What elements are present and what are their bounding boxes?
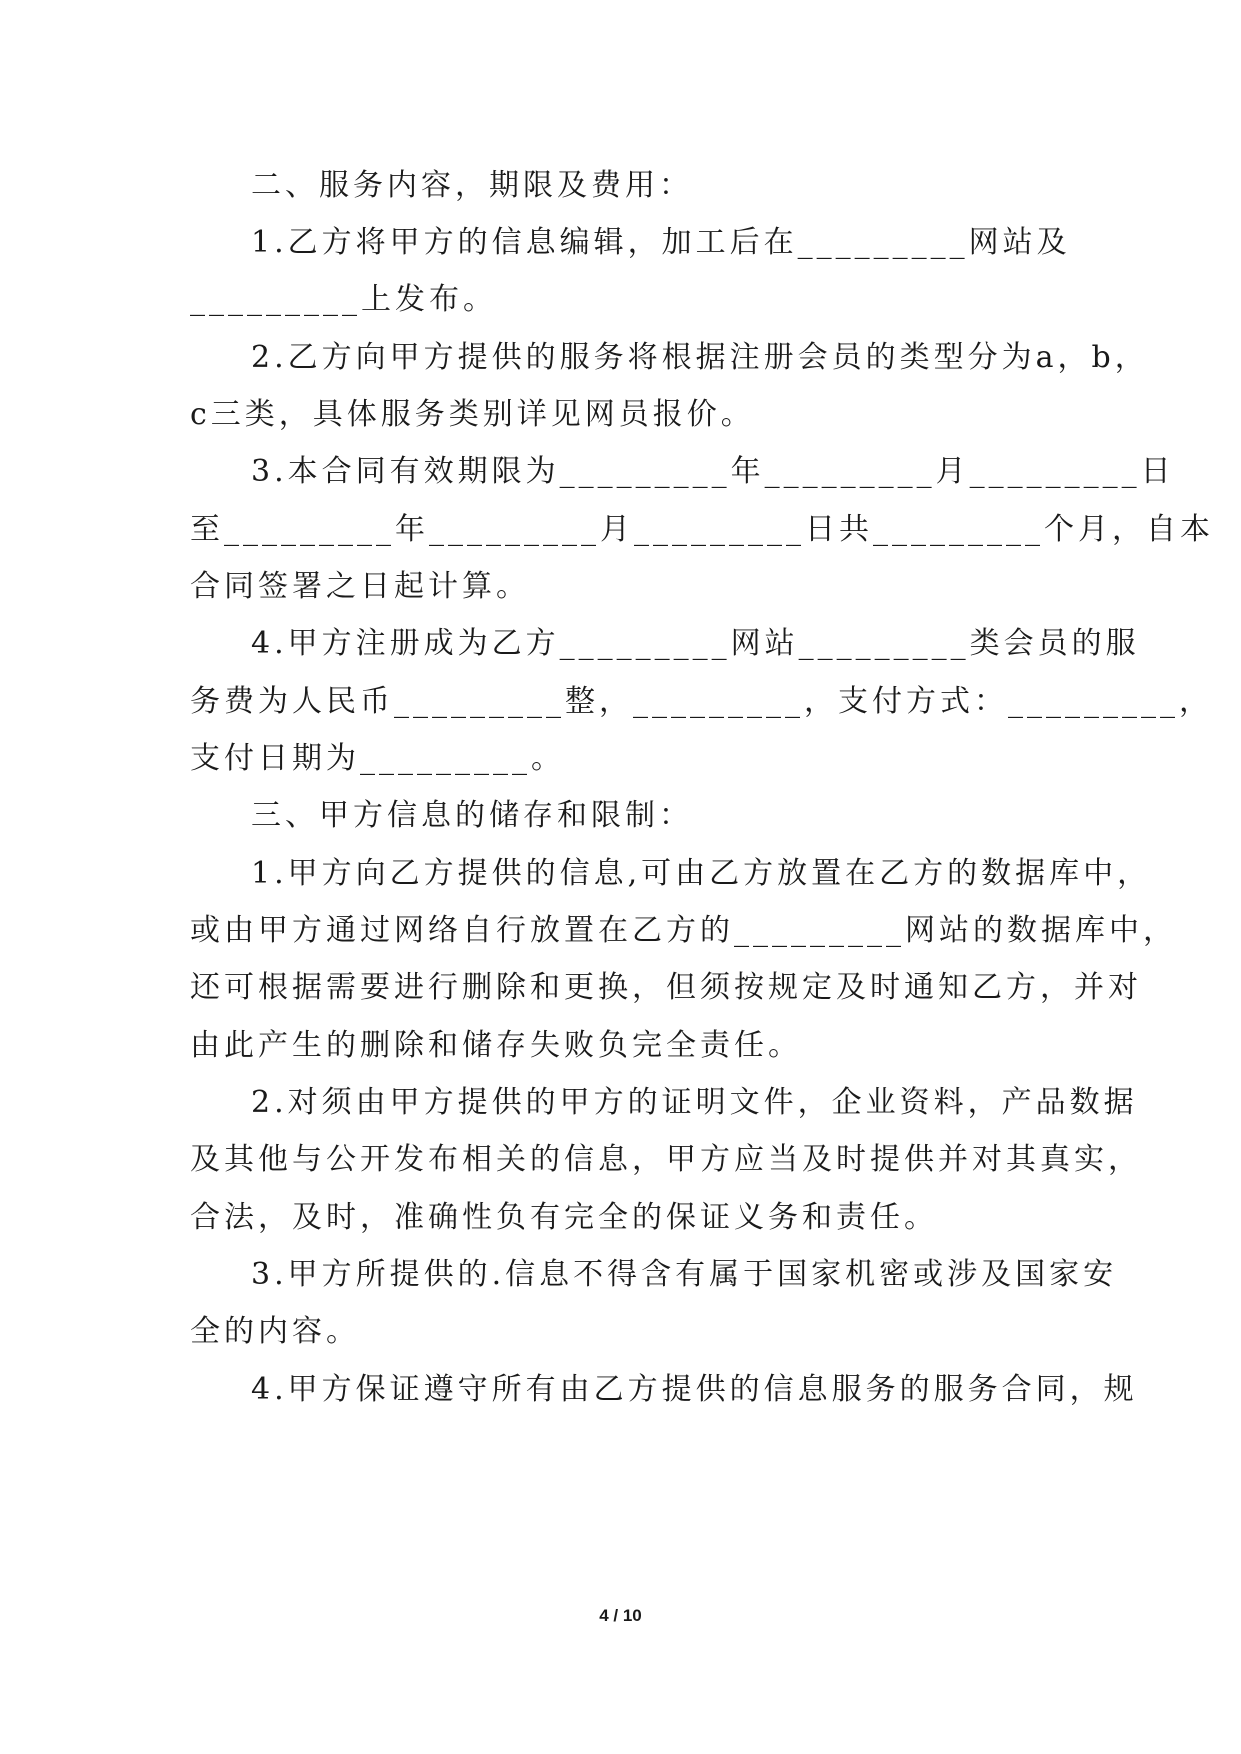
text-line: 2.对须由甲方提供的甲方的证明文件，企业资料，产品数据 — [251, 1085, 1138, 1120]
text-line: 1.乙方将甲方的信息编辑，加工后在_________网站及 — [251, 225, 1071, 260]
text-line: 3.甲方所提供的.信息不得含有属于国家机密或涉及国家安 — [251, 1257, 1118, 1292]
text-line: 合法，及时，准确性负有完全的保证义务和责任。 — [190, 1200, 938, 1235]
text-line: 4.甲方注册成为乙方_________网站_________类会员的服 — [251, 626, 1140, 661]
section-heading-2: 二、服务内容，期限及费用： — [251, 168, 693, 203]
text-line: 全的内容。 — [190, 1314, 360, 1349]
text-line: 支付日期为_________。 — [190, 741, 565, 776]
text-line: 合同签署之日起计算。 — [190, 569, 530, 604]
text-line: _________上发布。 — [190, 282, 497, 317]
text-line: 至_________年_________月_________日共_________个月，自本 — [190, 512, 1214, 547]
text-line: 及其他与公开发布相关的信息，甲方应当及时提供并对其真实， — [190, 1142, 1142, 1177]
page-number: 4 / 10 — [599, 1606, 642, 1625]
text-line: c三类，具体服务类别详见网员报价。 — [190, 397, 755, 432]
text-line: 务费为人民币_________整，_________，支付方式：_________， — [190, 684, 1213, 719]
text-line: 1.甲方向乙方提供的信息,可由乙方放置在乙方的数据库中， — [251, 856, 1152, 891]
text-line: 3.本合同有效期限为_________年_________月_________日 — [251, 454, 1175, 489]
text-line: 4.甲方保证遵守所有由乙方提供的信息服务的服务合同，规 — [251, 1372, 1138, 1407]
text-line: 2.乙方向甲方提供的服务将根据注册会员的类型分为a，b， — [251, 340, 1149, 375]
text-line: 由此产生的删除和储存失败负完全责任。 — [190, 1028, 802, 1063]
section-heading-3: 三、甲方信息的储存和限制： — [251, 798, 693, 833]
text-line: 还可根据需要进行删除和更换，但须按规定及时通知乙方，并对 — [190, 970, 1142, 1005]
text-line: 或由甲方通过网络自行放置在乙方的_________网站的数据库中， — [190, 913, 1177, 948]
